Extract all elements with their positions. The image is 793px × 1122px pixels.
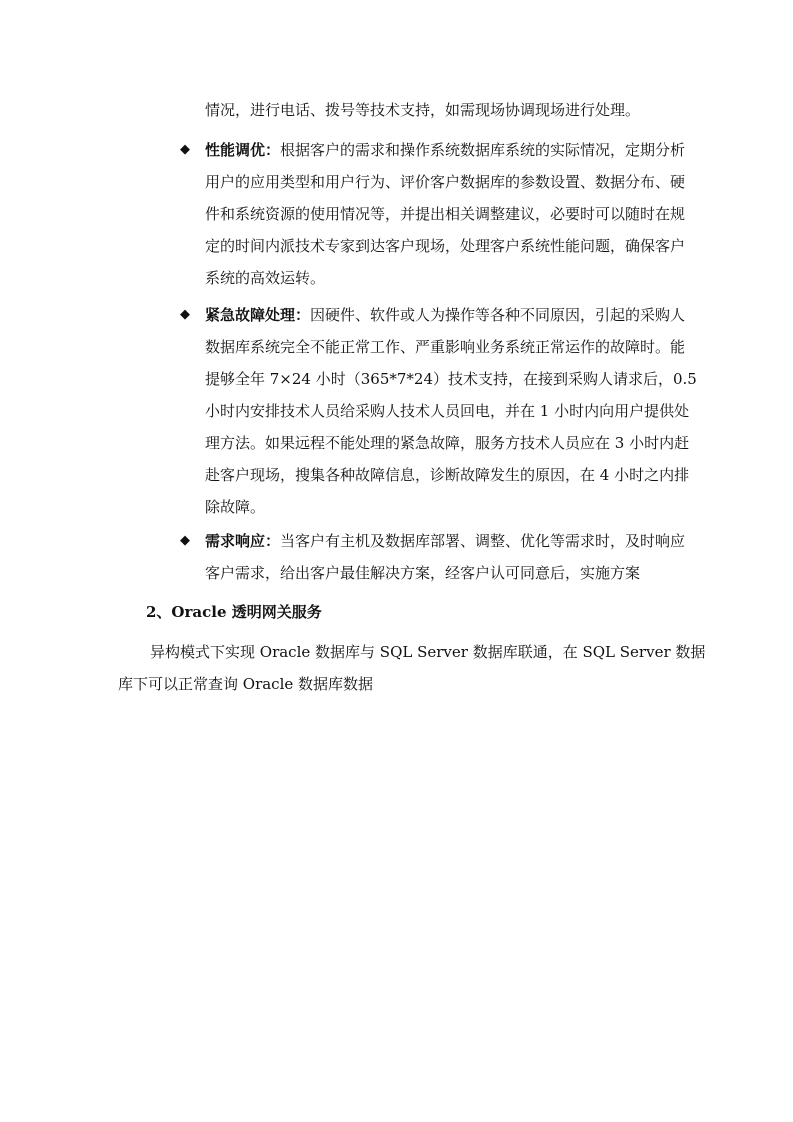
item-line: 赴客户现场，搜集各种故障信息，诊断故障发生的原因，在 4 小时之内排: [205, 466, 690, 484]
item-term: 紧急故障处理：: [205, 306, 311, 324]
item-line: 当客户有主机及数据库部署、调整、优化等需求时，及时响应: [280, 532, 686, 550]
item-line: 因硬件、软件或人为操作等各种不同原因，引起的采购人: [310, 306, 686, 324]
item-line: 除故障。: [205, 498, 266, 516]
item-line: 提够全年 7×24 小时（365*7*24）技术支持，在接到采购人请求后，0.5: [205, 370, 697, 388]
item-line: 理方法。如果远程不能处理的紧急故障，服务方技术人员应在 3 小时内赶: [205, 434, 690, 452]
list-item-demand-response: [205, 525, 715, 589]
item-line: 根据客户的需求和操作系统数据库系统的实际情况，定期分析: [280, 141, 686, 159]
item-line: 客户需求，给出客户最佳解决方案，经客户认可同意后，实施方案: [205, 564, 641, 582]
item-line: 用户的应用类型和用户行为、评价客户数据库的参数设置、数据分布、硬: [205, 173, 686, 191]
item-line: 小时内安排技术人员给采购人技术人员回电，并在 1 小时内向用户提供处: [205, 402, 690, 420]
list-item-performance-tuning: [205, 134, 715, 294]
list-item-emergency-fault: [205, 299, 715, 523]
section-body: [118, 636, 718, 700]
diamond-bullet-icon: ◆: [180, 307, 190, 322]
item-line: 定的时间内派技术专家到达客户现场，处理客户系统性能问题，确保客户: [205, 237, 686, 255]
item-line: 件和系统资源的使用情况等，并提出相关调整建议，必要时可以随时在规: [205, 205, 686, 223]
section-heading: 2、Oracle 透明网关服务: [146, 603, 322, 621]
body-line: 异构模式下实现 Oracle 数据库与 SQL Server 数据库联通，在 SQL Server 数据: [150, 643, 706, 661]
continuation-text: 情况，进行电话、拨号等技术支持，如需现场协调现场进行处理。: [205, 101, 641, 119]
diamond-bullet-icon: ◆: [180, 142, 190, 157]
item-line: 系统的高效运转。: [205, 269, 326, 287]
body-line: 库下可以正常查询 Oracle 数据库数据: [118, 675, 374, 693]
item-term: 需求响应：: [205, 532, 281, 550]
item-term: 性能调优：: [205, 141, 281, 159]
item-line: 数据库系统完全不能正常工作、严重影响业务系统正常运作的故障时。能: [205, 338, 686, 356]
diamond-bullet-icon: ◆: [180, 533, 190, 548]
